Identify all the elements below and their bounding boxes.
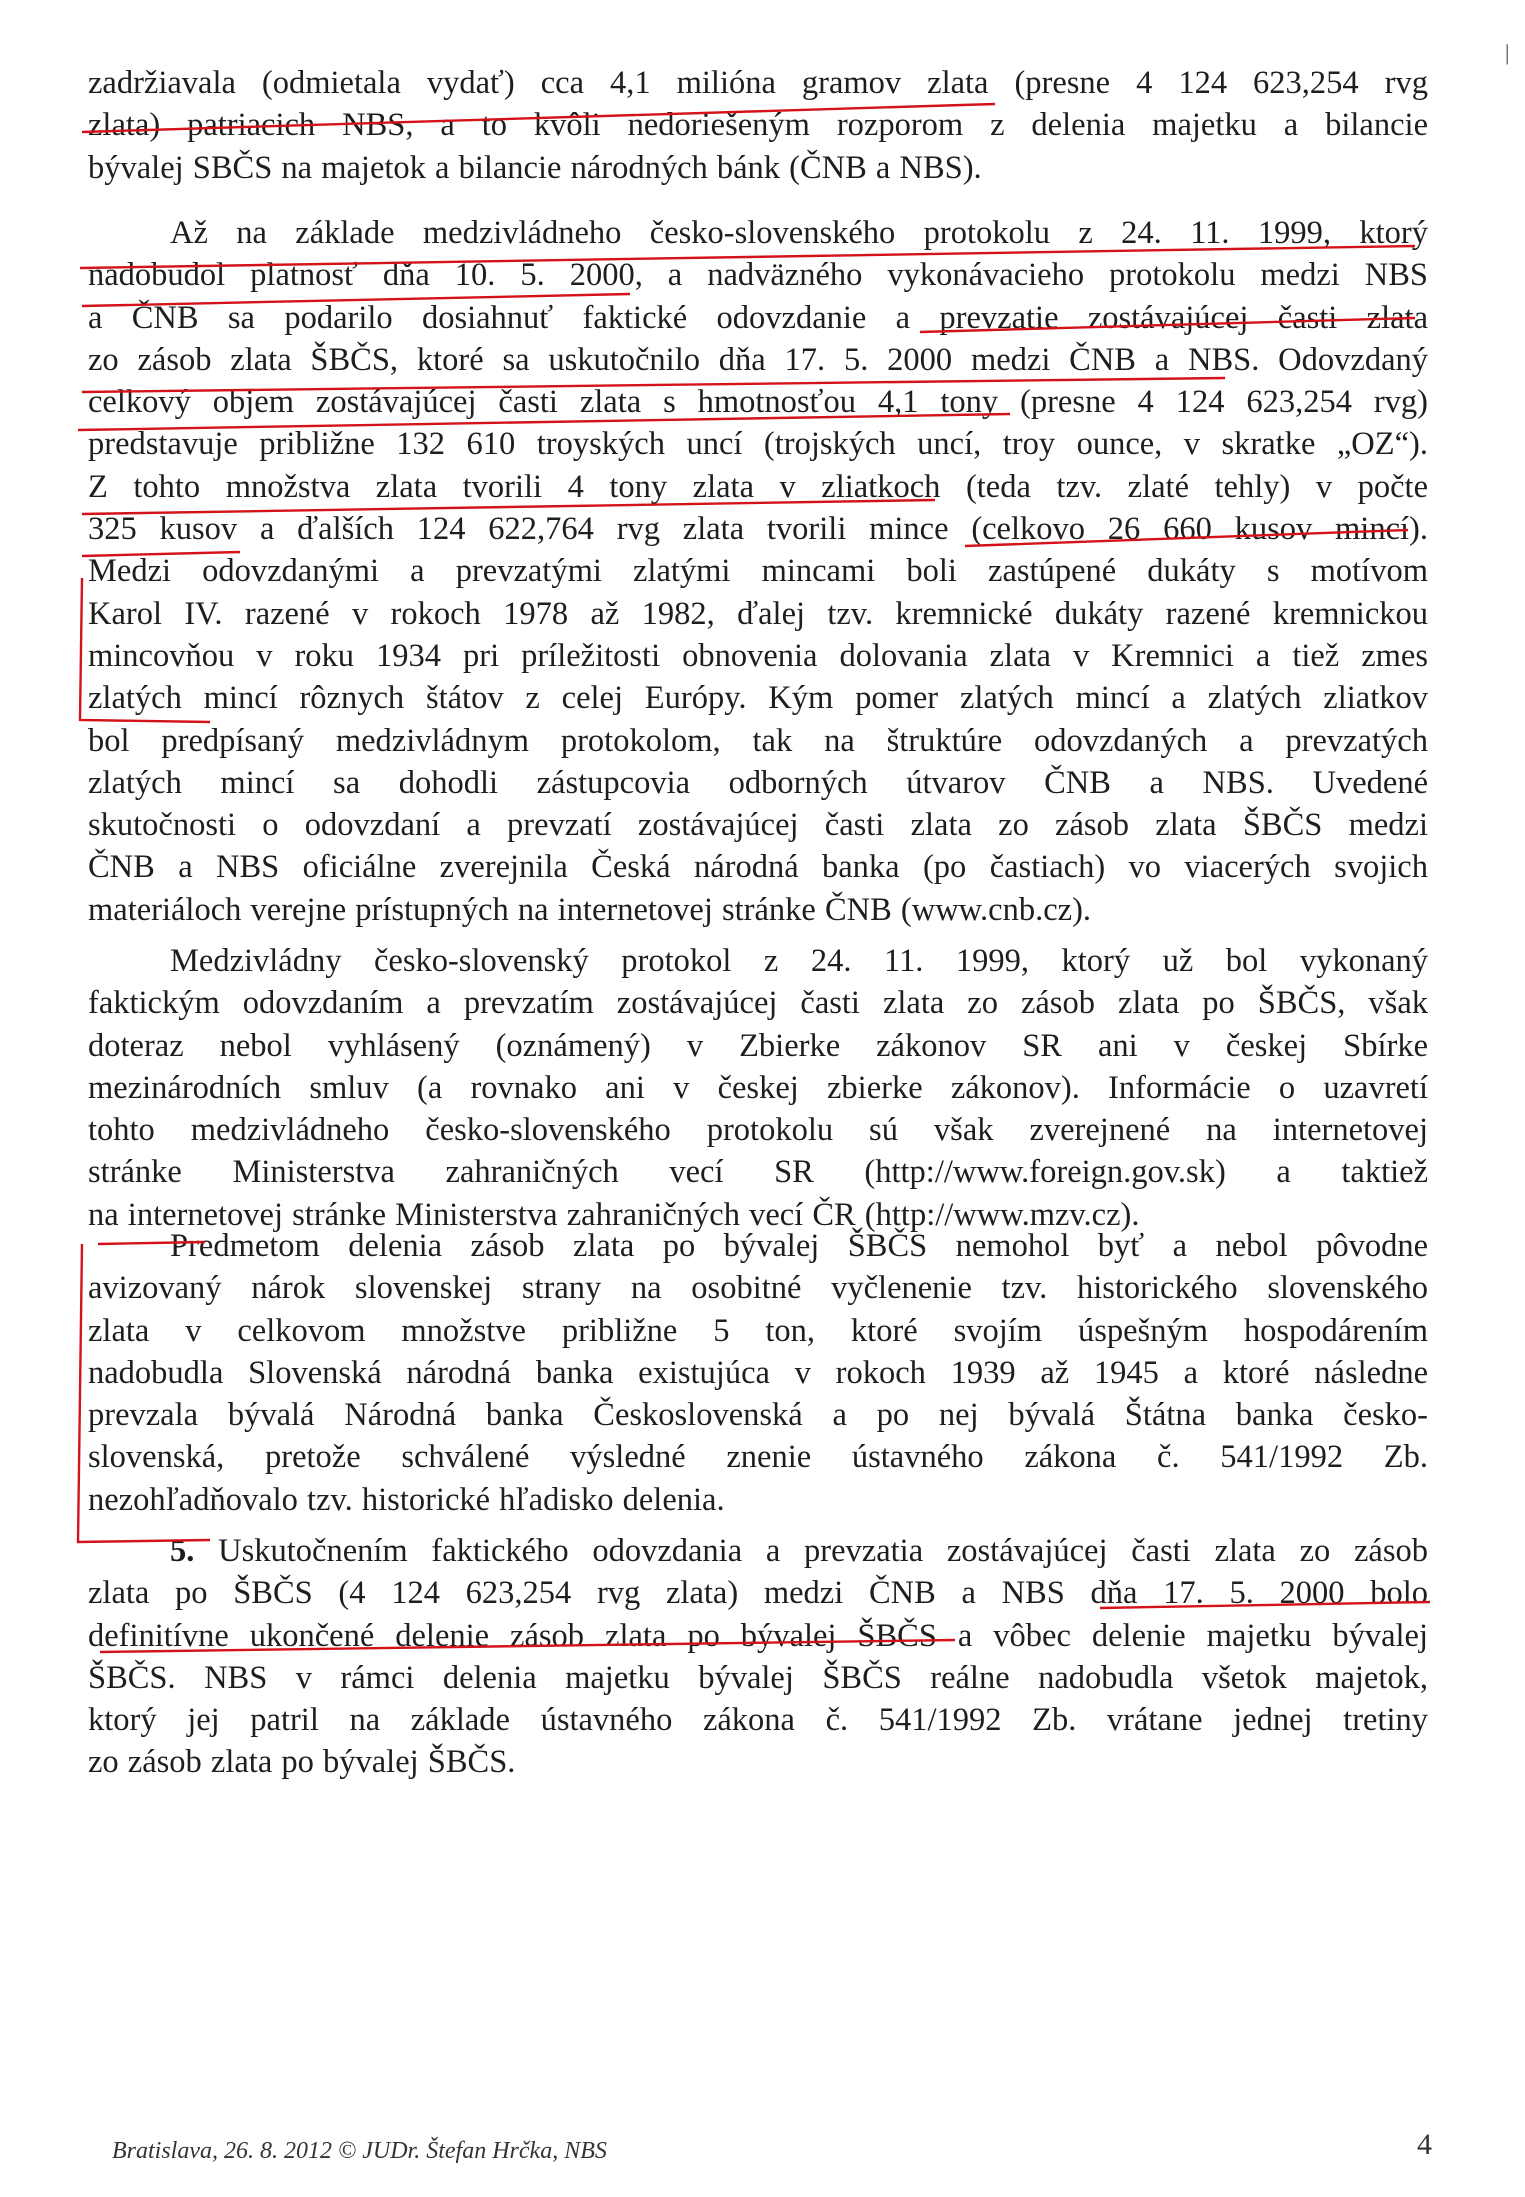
text-line: doteraz nebol vyhlásený (oznámený) v Zbierke zákonov SR ani v českej Sbírke xyxy=(88,1027,1428,1064)
text-line xyxy=(88,1530,1428,1572)
text-line: Karol IV. razené v rokoch 1978 až 1982, ďalej tzv. kremnické dukáty razené kremnickou xyxy=(88,595,1428,632)
text-line: Z tohto množstva zlata tvorili 4 tony zlata v zliatkoch (teda tzv. zlaté tehly) v počte xyxy=(88,468,1428,505)
text-line: zadržiavala (odmietala vydať) cca 4,1 milióna gramov zlata (presne 4 124 623,254 rvg xyxy=(88,65,1428,101)
text-line: na internetovej stránke Ministerstva zahraničných vecí ČR (http://www.mzv.cz). xyxy=(88,1196,1140,1233)
text-line: slovenská, pretože schválené výsledné znenie ústavného zákona č. 541/1992 Zb. xyxy=(88,1439,1428,1476)
text-line: Až na základe medzivládneho česko-slovenského protokolu z 24. 11. 1999, ktorý xyxy=(170,215,1428,251)
text-line: zo zásob zlata ŠBČS, ktoré sa uskutočnilo dňa 17. 5. 2000 medzi ČNB a NBS. Odovzdaný xyxy=(88,341,1428,378)
point-number: 5. xyxy=(170,1533,195,1569)
paragraph-protocol xyxy=(88,940,1428,1236)
text-line: zlata po ŠBČS (4 124 623,254 rvg zlata) medzi ČNB a NBS dňa 17. 5. 2000 bolo xyxy=(88,1575,1428,1612)
text-line: Medzivládny česko-slovenský protokol z 24. 11. 1999, ktorý už bol vykonaný xyxy=(170,943,1428,979)
text-line: ŠBČS. NBS v rámci delenia majetku bývalej ŠBČS reálne nadobudla všetok majetok, xyxy=(88,1659,1428,1696)
text-line: zlata v celkovom množstve približne 5 ton, ktoré svojím úspešným hospodárením xyxy=(88,1312,1428,1349)
footer-author: Bratislava, 26. 8. 2012 © JUDr. Štefan Hrčka, NBS xyxy=(112,2138,607,2164)
text-line: avizovaný nárok slovenskej strany na osobitné vyčlenenie tzv. historického slovenského xyxy=(88,1270,1428,1307)
page-number: 4 xyxy=(1417,2128,1432,2161)
text-line: predstavuje približne 132 610 troyských uncí (trojských uncí, troy ounce, v skratke „OZ“). xyxy=(88,426,1428,463)
paragraph-historic-gold xyxy=(88,1225,1428,1521)
text-line: nezohľadňovalo tzv. historické hľadisko delenia. xyxy=(88,1481,725,1518)
paragraph-continuation xyxy=(88,62,1428,189)
text-line: Predmetom delenia zásob zlata po bývalej ŠBČS nemohol byť a nebol pôvodne xyxy=(170,1228,1428,1264)
text-line: faktickým odovzdaním a prevzatím zostávajúcej časti zlata zo zásob zlata po ŠBČS, však xyxy=(88,985,1428,1022)
text-line: prevzala bývalá Národná banka Československá a po nej bývalá Štátna banka česko- xyxy=(88,1397,1428,1434)
text-line: materiáloch verejne prístupných na internetovej stránke ČNB (www.cnb.cz). xyxy=(88,891,1092,928)
text-line: ČNB a NBS oficiálne zverejnila Česká národná banka (po častiach) vo viacerých svojich xyxy=(88,849,1428,886)
paragraph-gold-transfer xyxy=(88,212,1428,931)
text-line: Medzi odovzdanými a prevzatými zlatými mincami boli zastúpené dukáty s motívom xyxy=(88,553,1428,590)
text-line-content: Uskutočnením faktického odovzdania a prevzatia zostávajúcej časti zlata zo zásob xyxy=(218,1533,1429,1569)
binding-mark: | xyxy=(1505,40,1510,65)
text-line: mincovňou v roku 1934 pri príležitosti obnovenia dolovania zlata v Kremnici a tiež zmes xyxy=(88,637,1428,674)
text-line: nadobudol platnosť dňa 10. 5. 2000, a nadväzného vykonávacieho protokolu medzi NBS xyxy=(88,257,1428,294)
text-line: celkový objem zostávajúcej časti zlata s hmotnosťou 4,1 tony (presne 4 124 623,254 rvg) xyxy=(88,384,1428,421)
text-line: bol predpísaný medzivládnym protokolom, tak na štruktúre odovzdaných a prevzatých xyxy=(88,722,1428,759)
text-line: zlatých mincí sa dohodli zástupcovia odborných útvarov ČNB a NBS. Uvedené xyxy=(88,764,1428,801)
text-line: definitívne ukončené delenie zásob zlata po bývalej ŠBČS a vôbec delenie majetku bývalej xyxy=(88,1617,1428,1654)
text-line: stránke Ministerstva zahraničných vecí SR (http://www.foreign.gov.sk) a taktiež xyxy=(88,1154,1428,1191)
text-line: tohto medzivládneho česko-slovenského protokolu sú však zverejnené na internetovej xyxy=(88,1112,1428,1149)
text-line: skutočnosti o odovzdaní a prevzatí zostávajúcej časti zlata zo zásob zlata ŠBČS medzi xyxy=(88,807,1428,844)
text-line: a ČNB sa podarilo dosiahnuť faktické odovzdanie a prevzatie zostávajúcej časti zlata xyxy=(88,299,1428,336)
text-line: nadobudla Slovenská národná banka existujúca v rokoch 1939 až 1945 a ktoré následne xyxy=(88,1354,1428,1391)
paragraph-point-5 xyxy=(88,1530,1428,1784)
text-line: zo zásob zlata po bývalej ŠBČS. xyxy=(88,1744,516,1781)
text-line: 325 kusov a ďalších 124 622,764 rvg zlata tvorili mince (celkovo 26 660 kusov mincí). xyxy=(88,511,1428,548)
text-line: mezinárodních smluv (a rovnako ani v českej zbierke zákonov). Informácie o uzavretí xyxy=(88,1069,1428,1106)
text-line: bývalej SBČS na majetok a bilancie národných bánk (ČNB a NBS). xyxy=(88,149,982,186)
text-line: zlata) patriacich NBS, a to kvôli nedoriešeným rozporom z delenia majetku a bilancie xyxy=(88,107,1428,144)
text-line: ktorý jej patril na základe ústavného zákona č. 541/1992 Zb. vrátane jednej tretiny xyxy=(88,1702,1428,1739)
text-line: zlatých mincí rôznych štátov z celej Európy. Kým pomer zlatých mincí a zlatých zliatkov xyxy=(88,680,1428,717)
